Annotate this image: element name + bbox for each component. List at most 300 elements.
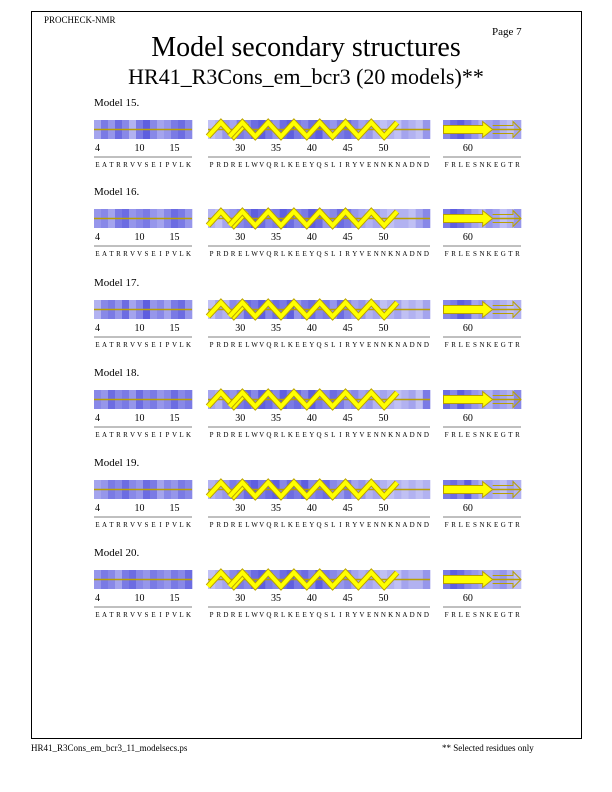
residue-letter: D	[409, 521, 415, 529]
residue-letter: R	[123, 431, 128, 439]
residue-letter: E	[366, 161, 372, 169]
residue-letter: K	[287, 341, 293, 349]
residue-letter: E	[494, 161, 499, 169]
residue-letter: V	[259, 341, 265, 349]
residue-letter: E	[151, 161, 156, 169]
residue-letter: L	[281, 341, 286, 349]
residue-tick-label: 50	[378, 323, 389, 334]
residue-letter: D	[223, 611, 229, 619]
residue-letter: P	[209, 611, 214, 619]
residue-letter: L	[281, 431, 286, 439]
residue-letter: E	[366, 431, 372, 439]
residue-letter: R	[230, 250, 236, 258]
residue-letter: A	[402, 431, 408, 439]
residue-letter: Y	[309, 521, 315, 529]
model-label: Model 16.	[94, 186, 140, 198]
model-block	[94, 457, 524, 537]
residue-letter: Y	[352, 341, 358, 349]
residue-letter: W	[251, 521, 258, 529]
residue-letter: A	[101, 161, 108, 169]
residue-letter: Y	[309, 161, 315, 169]
residue-letter: N	[416, 250, 422, 258]
residue-letter: N	[380, 250, 386, 258]
residue-letter: R	[273, 341, 279, 349]
residue-letter: E	[494, 250, 499, 258]
residue-letter: N	[373, 431, 379, 439]
residue-letter: I	[339, 161, 342, 169]
residue-letter: E	[95, 611, 100, 619]
residue-letter: S	[144, 521, 149, 529]
residue-letter: N	[395, 250, 401, 258]
residue-letter: T	[109, 521, 114, 529]
residue-letter: K	[486, 341, 492, 349]
residue-letter: N	[479, 611, 485, 619]
residue-letter: D	[423, 431, 429, 439]
residue-letter: R	[216, 341, 222, 349]
residue-letter: R	[345, 341, 350, 349]
residue-letter: R	[451, 521, 456, 529]
residue-tick-label: 60	[462, 323, 473, 334]
model-label: Model 20.	[94, 547, 140, 559]
residue-letter: T	[109, 161, 114, 169]
residue-letter: A	[402, 341, 408, 349]
residue-tick-label: 10	[134, 323, 145, 334]
residue-letter: K	[287, 521, 293, 529]
footer-filename: HR41_R3Cons_em_bcr3_11_modelsecs.ps	[31, 743, 188, 753]
residue-letter: E	[238, 341, 243, 349]
residue-tick-label: 40	[306, 232, 317, 243]
residue-letter: N	[380, 341, 386, 349]
residue-letter: Y	[309, 611, 315, 619]
residue-letter: K	[388, 611, 394, 619]
residue-letter: L	[281, 611, 286, 619]
program-name: PROCHECK-NMR	[44, 15, 116, 25]
residue-letter: N	[380, 521, 386, 529]
residue-letter: A	[402, 250, 408, 258]
residue-tick-label: 30	[235, 413, 246, 424]
residue-letter: R	[515, 161, 520, 169]
residue-letter: E	[151, 431, 156, 439]
residue-letter: L	[179, 431, 184, 439]
residue-letter: V	[171, 161, 178, 169]
residue-letter: T	[109, 431, 114, 439]
residue-letter: E	[366, 611, 372, 619]
residue-letter: E	[238, 521, 243, 529]
residue-letter: R	[123, 161, 128, 169]
residue-letter: R	[345, 521, 350, 529]
residue-letter: D	[423, 250, 429, 258]
residue-letter: R	[451, 341, 456, 349]
residue-tick-label: 10	[134, 503, 145, 514]
residue-tick-label: 30	[235, 593, 246, 604]
residue-letter: P	[165, 161, 170, 169]
residue-letter: D	[423, 521, 429, 529]
residue-letter: G	[500, 250, 506, 258]
residue-letter: V	[359, 611, 365, 619]
residue-tick-label: 15	[169, 503, 180, 514]
residue-letter: V	[171, 250, 178, 258]
residue-letter: G	[500, 341, 506, 349]
residue-letter: V	[259, 611, 265, 619]
residue-letter: Y	[352, 521, 358, 529]
residue-tick-label: 15	[169, 323, 180, 334]
residue-letter: Q	[266, 341, 272, 349]
residue-letter: V	[259, 250, 265, 258]
residue-letter: Y	[352, 611, 358, 619]
residue-letter: P	[165, 250, 170, 258]
model-block	[94, 547, 524, 627]
residue-letter: Q	[316, 161, 322, 169]
residue-tick-label: 40	[306, 323, 317, 334]
residue-letter: D	[423, 161, 429, 169]
residue-letter: L	[458, 611, 463, 619]
residue-letter: E	[302, 341, 307, 349]
page-subtitle: HR41_R3Cons_em_bcr3 (20 models)**	[128, 64, 484, 89]
residue-letter: E	[465, 521, 470, 529]
residue-letter: E	[465, 431, 470, 439]
residue-letter: L	[245, 161, 250, 169]
residue-letter: K	[486, 521, 492, 529]
residue-letter: K	[486, 161, 492, 169]
residue-letter: E	[238, 431, 243, 439]
residue-letter: N	[416, 611, 422, 619]
residue-tick-label: 60	[462, 503, 473, 514]
residue-tick-label: 30	[235, 143, 246, 154]
residue-letter: R	[216, 431, 222, 439]
residue-tick-label: 15	[169, 593, 180, 604]
residue-letter: G	[500, 521, 506, 529]
residue-letter: E	[494, 611, 499, 619]
residue-letter: E	[494, 341, 499, 349]
residue-letter: R	[345, 250, 350, 258]
residue-letter: K	[287, 431, 293, 439]
residue-letter: Q	[316, 431, 322, 439]
residue-letter: S	[472, 611, 477, 619]
residue-letter: T	[109, 341, 114, 349]
residue-letter: L	[245, 431, 250, 439]
residue-letter: V	[359, 341, 365, 349]
residue-letter: K	[388, 341, 394, 349]
residue-letter: T	[508, 250, 513, 258]
residue-letter: R	[273, 250, 279, 258]
residue-letter: T	[508, 341, 513, 349]
residue-letter: R	[123, 521, 128, 529]
residue-letter: R	[116, 250, 121, 258]
residue-letter: D	[409, 611, 415, 619]
residue-letter: R	[116, 521, 121, 529]
residue-letter: L	[331, 341, 336, 349]
residue-letter: Y	[352, 161, 358, 169]
residue-letter: I	[339, 341, 342, 349]
residue-letter: S	[144, 341, 149, 349]
residue-letter: W	[251, 611, 258, 619]
residue-letter: L	[179, 611, 184, 619]
residue-letter: R	[116, 431, 121, 439]
residue-tick-label: 10	[134, 143, 145, 154]
residue-letter: L	[331, 521, 336, 529]
residue-letter: D	[223, 161, 229, 169]
residue-letter: K	[185, 521, 192, 529]
residue-letter: K	[185, 250, 192, 258]
residue-letter: P	[209, 341, 214, 349]
residue-letter: T	[109, 611, 114, 619]
residue-letter: V	[171, 431, 178, 439]
residue-letter: S	[144, 161, 149, 169]
secondary-structure-plot	[94, 367, 524, 447]
residue-letter: F	[444, 611, 449, 619]
residue-tick-label: 45	[342, 323, 353, 334]
residue-letter: S	[472, 250, 477, 258]
residue-tick-label: 15	[169, 413, 180, 424]
residue-tick-label: 10	[134, 232, 145, 243]
residue-letter: E	[494, 521, 499, 529]
residue-letter: N	[380, 611, 386, 619]
residue-letter: E	[465, 161, 470, 169]
residue-letter: E	[302, 161, 307, 169]
residue-letter: I	[159, 521, 162, 529]
residue-letter: V	[136, 611, 143, 619]
residue-letter: K	[287, 611, 293, 619]
residue-letter: Q	[316, 611, 322, 619]
residue-letter: V	[136, 521, 143, 529]
residue-letter: R	[515, 431, 520, 439]
residue-letter: N	[416, 431, 422, 439]
residue-letter: N	[373, 161, 379, 169]
residue-letter: R	[273, 611, 279, 619]
residue-letter: R	[116, 161, 121, 169]
residue-letter: E	[302, 611, 307, 619]
residue-letter: A	[101, 521, 108, 529]
residue-letter: E	[95, 431, 100, 439]
residue-tick-label: 40	[306, 143, 317, 154]
residue-letter: L	[281, 250, 286, 258]
residue-letter: W	[251, 161, 258, 169]
residue-tick-label: 4	[95, 232, 100, 243]
residue-letter: N	[373, 611, 379, 619]
residue-letter: R	[216, 521, 222, 529]
residue-tick-label: 4	[95, 143, 100, 154]
residue-letter: I	[159, 161, 162, 169]
residue-letter: Q	[316, 250, 322, 258]
residue-tick-label: 60	[462, 593, 473, 604]
residue-letter: R	[116, 341, 121, 349]
residue-letter: V	[136, 341, 143, 349]
residue-letter: E	[366, 341, 372, 349]
residue-letter: G	[500, 161, 506, 169]
residue-letter: L	[179, 250, 184, 258]
residue-letter: G	[500, 431, 506, 439]
residue-letter: Q	[266, 161, 272, 169]
residue-letter: R	[273, 161, 279, 169]
model-label: Model 15.	[94, 97, 140, 109]
residue-letter: Y	[309, 341, 315, 349]
residue-letter: Y	[352, 250, 358, 258]
residue-letter: K	[388, 161, 394, 169]
residue-letter: T	[508, 161, 513, 169]
residue-tick-label: 15	[169, 232, 180, 243]
residue-letter: Y	[309, 250, 315, 258]
residue-letter: P	[165, 611, 170, 619]
residue-tick-label: 50	[378, 413, 389, 424]
model-block	[94, 97, 524, 177]
residue-letter: D	[223, 341, 229, 349]
residue-letter: P	[209, 250, 214, 258]
residue-tick-label: 4	[95, 593, 100, 604]
residue-letter: S	[324, 161, 329, 169]
residue-tick-label: 40	[306, 593, 317, 604]
residue-letter: V	[129, 521, 136, 529]
residue-letter: K	[486, 431, 492, 439]
residue-letter: N	[380, 431, 386, 439]
residue-letter: V	[129, 611, 136, 619]
residue-letter: Q	[266, 521, 272, 529]
secondary-structure-plot	[94, 186, 524, 266]
residue-tick-label: 10	[134, 413, 145, 424]
residue-letter: N	[479, 161, 485, 169]
residue-tick-label: 30	[235, 232, 246, 243]
residue-letter: W	[251, 431, 258, 439]
residue-letter: N	[380, 161, 386, 169]
residue-letter: Q	[266, 431, 272, 439]
residue-letter: K	[388, 250, 394, 258]
residue-letter: E	[95, 161, 100, 169]
residue-letter: Q	[316, 521, 322, 529]
residue-letter: L	[281, 161, 286, 169]
residue-letter: D	[223, 431, 229, 439]
residue-letter: K	[388, 521, 394, 529]
residue-letter: V	[259, 521, 265, 529]
residue-letter: A	[101, 431, 108, 439]
residue-letter: A	[101, 341, 108, 349]
residue-letter: R	[345, 161, 350, 169]
residue-tick-label: 45	[342, 143, 353, 154]
residue-letter: V	[171, 611, 178, 619]
residue-letter: E	[302, 521, 307, 529]
residue-tick-label: 35	[271, 413, 282, 424]
residue-letter: L	[245, 521, 250, 529]
residue-letter: D	[409, 431, 415, 439]
residue-tick-label: 10	[134, 593, 145, 604]
residue-letter: R	[345, 611, 350, 619]
residue-letter: N	[479, 431, 485, 439]
model-block	[94, 277, 524, 357]
residue-letter: R	[230, 341, 236, 349]
residue-letter: G	[500, 611, 506, 619]
residue-letter: I	[339, 521, 342, 529]
residue-letter: S	[324, 341, 329, 349]
model-label: Model 18.	[94, 367, 140, 379]
residue-tick-label: 50	[378, 593, 389, 604]
residue-letter: L	[458, 161, 463, 169]
residue-tick-label: 45	[342, 593, 353, 604]
residue-letter: A	[402, 161, 408, 169]
residue-tick-label: 40	[306, 503, 317, 514]
residue-letter: E	[295, 161, 300, 169]
residue-letter: F	[444, 431, 449, 439]
residue-letter: E	[95, 341, 100, 349]
secondary-structure-plot	[94, 547, 524, 627]
residue-letter: P	[209, 521, 214, 529]
residue-letter: D	[223, 521, 229, 529]
residue-letter: L	[245, 611, 250, 619]
residue-letter: T	[508, 611, 513, 619]
residue-tick-label: 30	[235, 503, 246, 514]
residue-letter: F	[444, 161, 449, 169]
residue-letter: E	[465, 250, 470, 258]
residue-letter: E	[151, 250, 156, 258]
residue-letter: V	[171, 341, 178, 349]
residue-letter: N	[416, 161, 422, 169]
residue-letter: P	[209, 431, 214, 439]
residue-letter: A	[402, 521, 408, 529]
residue-tick-label: 35	[271, 323, 282, 334]
residue-letter: R	[273, 431, 279, 439]
residue-letter: R	[216, 250, 222, 258]
residue-letter: I	[159, 611, 162, 619]
residue-tick-label: 4	[95, 503, 100, 514]
residue-letter: T	[508, 431, 513, 439]
residue-letter: V	[359, 161, 365, 169]
residue-letter: Q	[316, 341, 322, 349]
residue-letter: L	[245, 341, 250, 349]
residue-letter: N	[479, 341, 485, 349]
residue-tick-label: 50	[378, 232, 389, 243]
model-label: Model 19.	[94, 457, 140, 469]
residue-letter: E	[302, 431, 307, 439]
residue-letter: Q	[266, 611, 272, 619]
residue-letter: A	[402, 611, 408, 619]
residue-tick-label: 45	[342, 503, 353, 514]
residue-tick-label: 4	[95, 323, 100, 334]
residue-letter: N	[416, 521, 422, 529]
residue-letter: R	[123, 611, 128, 619]
residue-letter: V	[136, 161, 143, 169]
residue-letter: R	[123, 250, 128, 258]
residue-letter: N	[373, 341, 379, 349]
residue-letter: S	[144, 250, 149, 258]
residue-letter: A	[101, 250, 108, 258]
residue-letter: R	[230, 431, 236, 439]
residue-letter: I	[159, 341, 162, 349]
residue-letter: V	[359, 250, 365, 258]
residue-letter: N	[395, 431, 401, 439]
residue-letter: P	[165, 521, 170, 529]
residue-letter: E	[366, 521, 372, 529]
residue-letter: S	[472, 341, 477, 349]
residue-letter: S	[324, 431, 329, 439]
residue-letter: P	[165, 341, 170, 349]
residue-letter: L	[281, 521, 286, 529]
residue-letter: S	[144, 611, 149, 619]
residue-letter: L	[458, 521, 463, 529]
residue-tick-label: 60	[462, 413, 473, 424]
residue-letter: N	[395, 161, 401, 169]
residue-letter: K	[388, 431, 394, 439]
residue-letter: A	[101, 611, 108, 619]
residue-letter: V	[259, 161, 265, 169]
residue-letter: E	[465, 611, 470, 619]
residue-letter: D	[423, 341, 429, 349]
residue-letter: R	[230, 161, 236, 169]
residue-letter: D	[409, 250, 415, 258]
residue-letter: P	[209, 161, 214, 169]
residue-letter: E	[295, 611, 300, 619]
residue-tick-label: 35	[271, 503, 282, 514]
residue-letter: E	[151, 521, 156, 529]
residue-tick-label: 4	[95, 413, 100, 424]
residue-letter: E	[494, 431, 499, 439]
residue-tick-label: 30	[235, 323, 246, 334]
